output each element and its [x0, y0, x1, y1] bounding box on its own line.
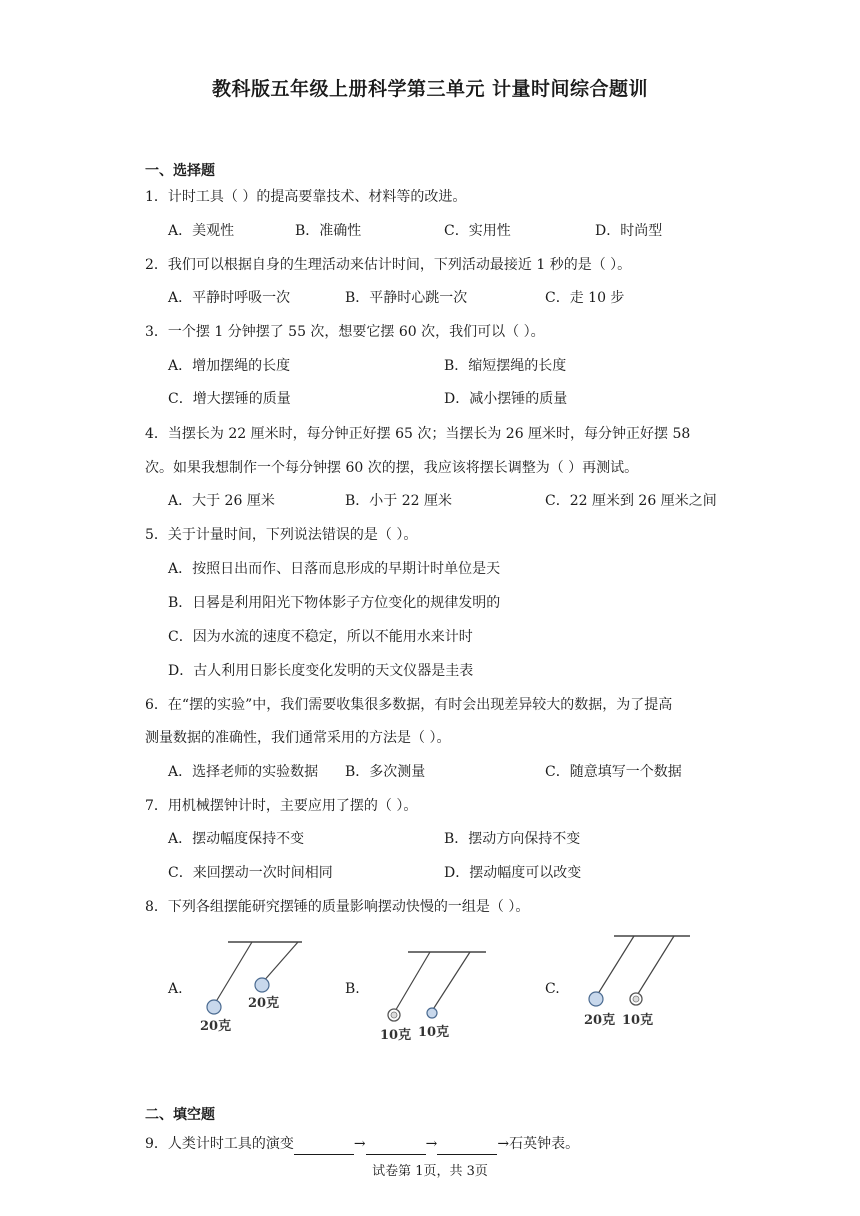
q2-option-c[interactable]: C．走 10 步 [545, 290, 625, 306]
q9-blank-2[interactable] [366, 1138, 426, 1155]
page-title: 教科版五年级上册科学第三单元 计量时间综合题训 [211, 78, 649, 100]
q1-option-d[interactable]: D．时尚型 [595, 223, 663, 239]
q3-option-d[interactable]: D．减小摆锤的质量 [444, 391, 568, 407]
q7-option-b[interactable]: B．摆动方向保持不变 [444, 831, 581, 847]
q4-option-b[interactable]: B．小于 22 厘米 [345, 493, 453, 509]
q4-option-c[interactable]: C．22 厘米到 26 厘米之间 [545, 493, 717, 509]
pendulum-bob [589, 992, 603, 1006]
pendulum-bob [427, 1008, 437, 1018]
section-fill-heading: 二、填空题 [145, 1107, 215, 1123]
q8-option-c[interactable]: C. [545, 981, 560, 997]
q4-option-a[interactable]: A．大于 26 厘米 [168, 493, 275, 509]
pendulum-group-c-diagram [570, 930, 700, 1030]
question-8-stem: 8．下列各组摆能研究摆锤的质量影响摆动快慢的一组是（ ）。 [145, 899, 530, 915]
q6-option-a[interactable]: A．选择老师的实验数据 [168, 764, 319, 780]
pendulum-c-bob2-label: 10克 [622, 1013, 654, 1028]
q5-option-a[interactable]: A．按照日出而作、日落而息形成的早期计时单位是天 [168, 561, 501, 577]
q9-blank-1[interactable] [294, 1138, 354, 1155]
q9-blank-3[interactable] [437, 1138, 497, 1155]
question-4-stem-line2: 次。如果我想制作一个每分钟摆 60 次的摆，我应该将摆长调整为（ ）再测试。 [145, 460, 639, 476]
q1-option-c[interactable]: C．实用性 [444, 223, 511, 239]
page-footer: 试卷第 1页，共 3页 [372, 1164, 488, 1179]
question-6-stem-line1: 6．在“摆的实验”中，我们需要收集很多数据，有时会出现差异较大的数据，为了提高 [145, 697, 673, 713]
q7-option-d[interactable]: D．摆动幅度可以改变 [444, 865, 582, 881]
q1-option-a[interactable]: A．美观性 [168, 223, 235, 239]
question-3-stem: 3．一个摆 1 分钟摆了 55 次，想要它摆 60 次，我们可以（ ）。 [145, 324, 545, 340]
pendulum-a-bob1-label: 20克 [200, 1019, 232, 1034]
pendulum-bob [207, 1000, 221, 1014]
question-2-stem: 2．我们可以根据自身的生理活动来估计时间，下列活动最接近 1 秒的是（ ）。 [145, 257, 632, 273]
pendulum-group-b-diagram [370, 944, 500, 1044]
section-choice-heading: 一、选择题 [145, 163, 215, 179]
q6-option-c[interactable]: C．随意填写一个数据 [545, 764, 682, 780]
q5-option-d[interactable]: D．古人利用日影长度变化发明的天文仪器是圭表 [168, 663, 474, 679]
q1-option-b[interactable]: B．准确性 [295, 223, 362, 239]
q9-start-text: 9．人类计时工具的演变 [145, 1136, 294, 1152]
q7-option-a[interactable]: A．摆动幅度保持不变 [168, 831, 305, 847]
question-7-stem: 7．用机械摆钟计时，主要应用了摆的（ ）。 [145, 798, 418, 814]
pendulum-bob [255, 978, 269, 992]
q3-option-c[interactable]: C．增大摆锤的质量 [168, 391, 291, 407]
question-4-stem-line1: 4．当摆长为 22 厘米时，每分钟正好摆 65 次；当摆长为 26 厘米时，每分钟正好摆 58 [145, 426, 691, 442]
q9-end-text: →石英钟表。 [497, 1136, 580, 1152]
q9-arrow-1: → [353, 1136, 366, 1152]
q5-option-b[interactable]: B．日晷是利用阳光下物体影子方位变化的规律发明的 [168, 595, 501, 611]
question-9-stem [145, 1133, 579, 1155]
pendulum-c-bob1-label: 20克 [584, 1013, 616, 1028]
q7-option-c[interactable]: C．来回摆动一次时间相同 [168, 865, 333, 881]
q8-option-a[interactable]: A. [168, 981, 183, 997]
q2-option-b[interactable]: B．平静时心跳一次 [345, 290, 468, 306]
q5-option-c[interactable]: C．因为水流的速度不稳定，所以不能用水来计时 [168, 629, 473, 645]
q8-option-b[interactable]: B. [345, 981, 360, 997]
q3-option-a[interactable]: A．增加摆绳的长度 [168, 358, 291, 374]
pendulum-a-bob2-label: 20克 [248, 996, 280, 1011]
question-5-stem: 5．关于计量时间，下列说法错误的是（ ）。 [145, 527, 418, 543]
q3-option-b[interactable]: B．缩短摆绳的长度 [444, 358, 567, 374]
pendulum-group-a-diagram [190, 936, 320, 1036]
question-6-stem-line2: 测量数据的准确性，我们通常采用的方法是（ ）。 [145, 730, 451, 746]
pendulum-b-bob1-label: 10克 [380, 1028, 412, 1043]
pendulum-b-bob2-label: 10克 [418, 1025, 450, 1040]
q9-arrow-2: → [425, 1136, 438, 1152]
q6-option-b[interactable]: B．多次测量 [345, 764, 426, 780]
q2-option-a[interactable]: A．平静时呼吸一次 [168, 290, 291, 306]
question-1-stem: 1．计时工具（ ）的提高要靠技术、材料等的改进。 [145, 189, 467, 205]
